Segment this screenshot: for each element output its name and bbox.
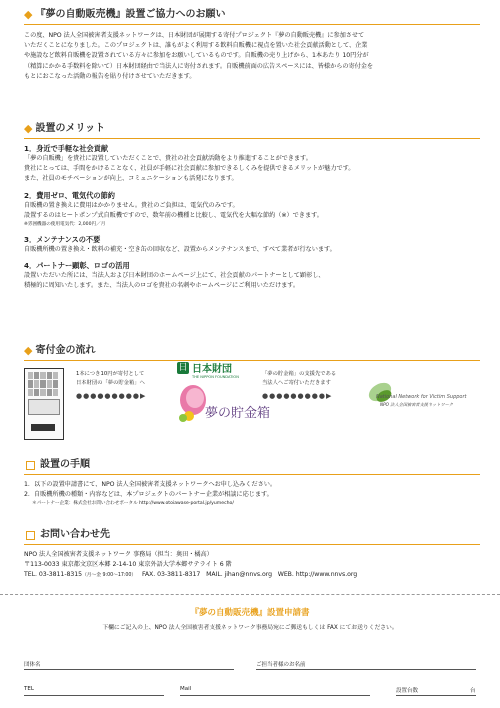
cooperation-heading [24, 8, 480, 22]
flow-step1-line: 1本につき10円が寄付として [76, 371, 145, 377]
piggy-bank-label: 夢の貯金箱 [205, 406, 271, 421]
logo-jp: 日本財団 [192, 364, 232, 375]
heading-rule [24, 24, 480, 25]
contact-web[interactable]: WEB. http://www.nnvs.org [277, 571, 358, 579]
diamond-icon: ◆ [24, 344, 33, 357]
units-label: 設置台数 [396, 688, 419, 694]
merits-title: 設置のメリット [35, 123, 106, 134]
merits-heading [24, 122, 480, 136]
flow-title: 寄付金の流れ [35, 345, 96, 356]
mail-field[interactable] [180, 695, 370, 696]
diamond-icon: ◆ [24, 122, 33, 135]
contact-heading [24, 528, 480, 542]
logo-en: THE NIPPON FOUNDATION [192, 375, 239, 379]
contact-details [24, 570, 480, 581]
units-field[interactable] [396, 695, 476, 696]
merit-line: 「夢の自販機」を貴社に設置していただくことで、貴社の社会貢献活動をより推進することができます。 [24, 155, 312, 162]
flow-section [24, 344, 480, 361]
heading-rule [24, 474, 480, 475]
procedure-heading [24, 458, 480, 472]
heading-rule [24, 544, 480, 545]
body-line: この度、NPO 法人全国被害者支援ネットワークは、日本財団が展開する寄付プロジェクト『夢の自動販売機』に参加させて [24, 32, 365, 39]
npo-logo-jp: NPO 法人全国被害者支援ネットワーク [380, 402, 454, 407]
contact-tel: TEL. 03-3811-8315 [24, 571, 83, 579]
merit-heading: 3．メンテナンスの不要 [24, 235, 101, 245]
procedure-title: 設置の手順 [40, 459, 90, 470]
nippon-foundation-logo [177, 360, 249, 379]
person-field[interactable] [256, 669, 476, 670]
contact-org: NPO 法人全国被害者支援ネットワーク 事務局（担当：奥田・橘高） [24, 551, 213, 558]
contact-address: 〒113-0033 東京都文京区本郷 2-14-10 東京外語大学本郷サテライト 6 階 [24, 561, 232, 569]
merit-line: 設置するのはヒートポンプ式自販機ですので、数年前の機種と比較し、電気代を大幅な節約（※）できます。 [24, 211, 323, 219]
procedure-line: 2．自販機所機の種類・内容などは、本プロジェクトのパートナー企業が相談に応じます。 [24, 491, 273, 499]
npo-logo-en: National Network for Victim Support [376, 394, 467, 400]
body-line: （精算にかかる手数料を除いて）日本財団経由で当法人に寄付されます。自販機前面の広告スペースには、皆様からの寄付金を [24, 62, 374, 70]
person-label: ご担当者様のお名前 [256, 662, 306, 668]
merits-section [24, 122, 480, 292]
heading-rule [24, 138, 480, 139]
cooperation-body [24, 31, 480, 82]
flow-step1-line: 日本財団の「夢の貯金箱」へ [76, 380, 145, 386]
flow-arrow: ●●●●●●●●●▶ [262, 392, 333, 400]
merit-line: 設置いただいた所には、当法人および日本財団のホームページ上にて、社会貢献のパートナーとして顕彰し、 [24, 272, 325, 280]
mail-label: Mail [180, 686, 192, 692]
flow-heading [24, 344, 480, 358]
cooperation-title: 『夢の自動販売機』設置ご協力へのお願い [35, 9, 226, 20]
vending-machine-icon [24, 368, 64, 440]
flow-step2 [262, 370, 362, 401]
merit-heading: 1．身近で手軽な社会貢献 [24, 144, 109, 153]
merit-heading: 2．費用ゼロ、電気代の節約 [24, 190, 115, 200]
foundation-mark-icon: 日 [178, 362, 188, 373]
tel-label: TEL [24, 686, 34, 692]
contact-mail[interactable]: MAIL. jihan@nnvs.org [206, 571, 272, 579]
org-field[interactable] [24, 669, 234, 670]
body-line: いただくことになりました。このプロジェクトは、誰もがよく利用する飲料自販機に視点を置いた社会貢献活動として、企業 [24, 42, 368, 50]
procedure-line: 1．以下の設置申請書にて、NPO 法人全国被害者支援ネットワークへお申し込みください。 [24, 481, 276, 488]
merit-heading: 4．パートナー顕彰、ロゴの活用 [24, 261, 130, 271]
merit-line: 積極的に周知いたします。また、当法人のロゴを貴社の名刺やホームページにご利用いただけます。 [24, 282, 300, 290]
square-bullet-icon [26, 461, 35, 470]
square-bullet-icon [26, 531, 35, 540]
merit-line: 貴社にとっては、手間をかけることなく、社員が手軽に社会貢献に参加できるしくみを提供できるメリットが魅力です。 [24, 165, 355, 173]
body-line: や施設など飲料自販機を設置されている方々に参加をお願いしているものです。自販機の売り上げから、1本あたり 10円分が [24, 52, 369, 60]
contact-section [24, 528, 480, 582]
procedure-section [24, 458, 480, 508]
application-intro: 下欄にご記入の上、NPO 法人全国被害者支援ネットワーク事務局宛にご郵送もしくは FAX にてお送りください。 [102, 625, 398, 631]
org-label: 団体名 [24, 662, 41, 668]
cut-line [0, 594, 500, 595]
body-line: もとにおこなった活動の報告を貼り付けさせていただきます。 [24, 72, 196, 80]
diamond-icon: ◆ [24, 8, 33, 21]
merit-line: 自販機の置き換えに費用はかかりません。貴社のご負担は、電気代のみです。 [24, 201, 239, 209]
flow-step2-line: 「夢の貯金箱」の支援先である [262, 371, 337, 377]
merit-line: 自販機所機の置き換え・飲料の補充・空き缶の回収など、設置からメンテナンスまで、すべて業者が行ないます。 [24, 246, 336, 254]
flow-step2-line: 当法人へご寄付いただきます [262, 380, 331, 386]
flow-arrow: ●●●●●●●●●▶ [76, 392, 147, 400]
contact-fax: FAX. 03-3811-8317 [141, 571, 201, 579]
units-suffix: 台 [470, 688, 476, 694]
cooperation-section [24, 8, 480, 82]
contact-hours: （月〜金 9:00〜17:00） [82, 573, 137, 579]
application-title: 『夢の自動販売機』設置申請書 [190, 608, 310, 618]
tel-field[interactable] [24, 695, 164, 696]
procedure-note: ＊パートナー企業：株式会社お問い合わせポータル http://www.otoiawase-portal.jp/yumecho/ [32, 501, 234, 507]
heading-rule [24, 360, 480, 361]
flow-step1 [76, 370, 166, 401]
contact-title: お問い合わせ先 [40, 529, 110, 540]
merit-line: また、社員のモチベーションが向上、コミュニケーションも活発になります。 [24, 175, 238, 183]
merit-note: ※雰囲機器の使用電気代：2,000円／月 [24, 222, 106, 228]
